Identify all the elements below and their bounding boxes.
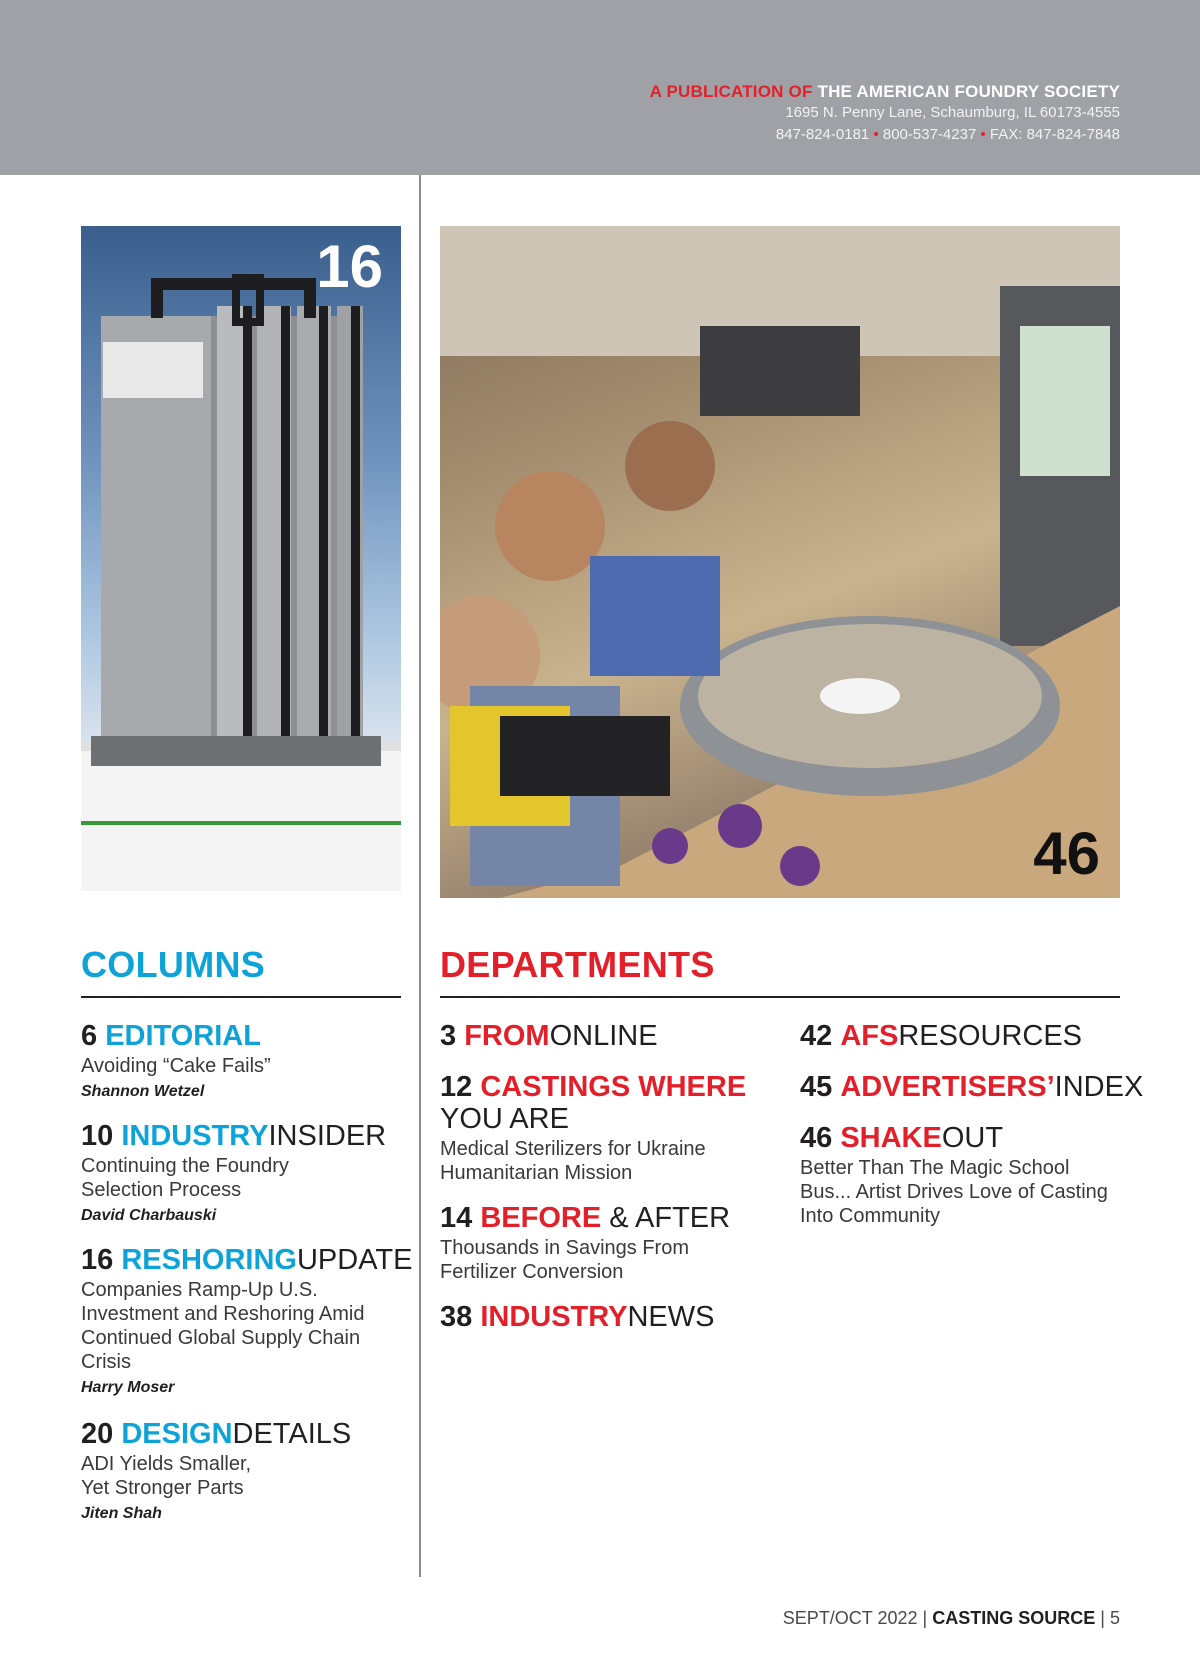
article-author: David Charbauski bbox=[81, 1207, 217, 1224]
section-suffix: ONLINE bbox=[549, 1020, 658, 1052]
fax-number: FAX: 847-824-7848 bbox=[989, 126, 1120, 143]
page-number-badge: 16 bbox=[316, 233, 383, 300]
column-divider bbox=[419, 175, 421, 1577]
page-number: 12 bbox=[440, 1071, 473, 1103]
toc-entry-title bbox=[81, 1120, 411, 1152]
article-title: Avoiding “Cake Fails” bbox=[81, 1055, 271, 1077]
section-suffix: INDEX bbox=[1054, 1071, 1144, 1103]
toc-entry-title bbox=[440, 1071, 760, 1103]
toc-entry-title bbox=[81, 1244, 411, 1276]
publisher-label bbox=[650, 82, 1120, 102]
article-author: Harry Moser bbox=[81, 1379, 175, 1396]
footer-separator: | bbox=[922, 1608, 928, 1628]
section-keyword: INDUSTRY bbox=[121, 1120, 269, 1152]
toc-entry[interactable] bbox=[800, 1020, 1120, 1052]
toc-entry[interactable] bbox=[800, 1071, 1144, 1103]
page-number: 14 bbox=[440, 1202, 473, 1234]
columns-rule bbox=[81, 996, 401, 998]
magazine-name: CASTING SOURCE bbox=[932, 1608, 1096, 1628]
section-keyword: DESIGN bbox=[121, 1418, 233, 1450]
page-footer bbox=[783, 1608, 1120, 1629]
page-number-badge: 46 bbox=[1033, 820, 1100, 887]
toc-entry-title bbox=[800, 1071, 1144, 1103]
section-keyword: AFS bbox=[840, 1020, 899, 1052]
article-title: Better Than The Magic School Bus... Artist Drives Love of Casting Into Community bbox=[800, 1157, 1108, 1227]
battery-module-illustration bbox=[81, 226, 401, 891]
article-title: Medical Sterilizers for Ukraine Humanitarian Mission bbox=[440, 1138, 706, 1184]
page-number: 3 bbox=[440, 1020, 457, 1052]
article-title: ADI Yields Smaller, Yet Stronger Parts bbox=[81, 1453, 252, 1499]
page-number: 10 bbox=[81, 1120, 114, 1152]
phone-tollfree: 800-537-4237 bbox=[882, 126, 977, 143]
bullet-separator: • bbox=[980, 126, 986, 143]
organization-name: THE AMERICAN FOUNDRY SOCIETY bbox=[817, 82, 1120, 101]
section-keyword: SHAKE bbox=[840, 1122, 942, 1154]
casting-bus-illustration bbox=[440, 226, 1120, 898]
section-suffix: UPDATE bbox=[296, 1244, 413, 1276]
section-keyword: CASTINGS WHERE bbox=[480, 1071, 747, 1103]
toc-entry[interactable] bbox=[440, 1071, 760, 1185]
toc-entry[interactable] bbox=[81, 1120, 411, 1227]
departments-rule bbox=[440, 996, 1120, 998]
toc-entry[interactable] bbox=[800, 1122, 1120, 1228]
toc-entry-title bbox=[440, 1020, 760, 1052]
toc-entry-title bbox=[800, 1122, 1120, 1154]
section-keyword: BEFORE bbox=[480, 1202, 602, 1234]
toc-entry[interactable] bbox=[440, 1301, 760, 1333]
section-keyword: EDITORIAL bbox=[105, 1020, 261, 1052]
toc-entry-title bbox=[81, 1418, 411, 1450]
page-number: 20 bbox=[81, 1418, 114, 1450]
section-keyword: INDUSTRY bbox=[480, 1301, 628, 1333]
section-suffix: YOU ARE bbox=[440, 1103, 569, 1135]
section-suffix: INSIDER bbox=[268, 1120, 387, 1152]
toc-entry-title bbox=[800, 1020, 1120, 1052]
toc-entry-title bbox=[81, 1020, 411, 1052]
publisher-header bbox=[0, 0, 1200, 175]
section-suffix: RESOURCES bbox=[898, 1020, 1083, 1052]
battery-module-photo bbox=[81, 226, 401, 891]
section-keyword: RESHORING bbox=[121, 1244, 297, 1276]
page-number: 45 bbox=[800, 1071, 833, 1103]
page-number: 16 bbox=[81, 1244, 114, 1276]
columns-heading: COLUMNS bbox=[81, 944, 266, 985]
section-suffix: NEWS bbox=[627, 1301, 715, 1333]
section-suffix: OUT bbox=[941, 1122, 1004, 1154]
section-keyword: ADVERTISERS’ bbox=[840, 1071, 1055, 1103]
toc-entry[interactable] bbox=[440, 1202, 760, 1284]
page-number: 46 bbox=[800, 1122, 833, 1154]
page-number: 6 bbox=[81, 1020, 98, 1052]
publisher-phones bbox=[650, 124, 1120, 146]
footer-separator: | bbox=[1100, 1608, 1105, 1628]
departments-heading: DEPARTMENTS bbox=[440, 944, 715, 985]
publisher-info bbox=[650, 82, 1120, 146]
publication-of-label: A PUBLICATION OF bbox=[649, 82, 813, 101]
article-author: Jiten Shah bbox=[81, 1505, 162, 1522]
toc-entry-title bbox=[440, 1202, 760, 1234]
toc-entry[interactable] bbox=[440, 1020, 760, 1052]
issue-date: SEPT/OCT 2022 bbox=[782, 1608, 918, 1628]
section-keyword: FROM bbox=[464, 1020, 550, 1052]
toc-entry[interactable] bbox=[81, 1020, 411, 1103]
article-title: Companies Ramp-Up U.S. Investment and Reshoring Amid Continued Global Supply Chain Crisis bbox=[81, 1279, 365, 1373]
page-number: 42 bbox=[800, 1020, 833, 1052]
publisher-address: 1695 N. Penny Lane, Schaumburg, IL 60173-4555 bbox=[785, 104, 1120, 121]
toc-entry[interactable] bbox=[81, 1244, 411, 1399]
section-suffix: DETAILS bbox=[232, 1418, 352, 1450]
article-title: Continuing the Foundry Selection Process bbox=[81, 1155, 289, 1201]
phone-main: 847-824-0181 bbox=[775, 126, 870, 143]
article-author: Shannon Wetzel bbox=[81, 1083, 205, 1100]
page-number: 38 bbox=[440, 1301, 473, 1333]
bullet-separator: • bbox=[873, 126, 879, 143]
page-number: 5 bbox=[1109, 1608, 1120, 1628]
toc-entry[interactable] bbox=[81, 1418, 411, 1525]
casting-bus-photo bbox=[440, 226, 1120, 898]
section-suffix: & AFTER bbox=[609, 1202, 731, 1234]
toc-entry-title bbox=[440, 1301, 760, 1333]
article-title: Thousands in Savings From Fertilizer Conversion bbox=[440, 1237, 690, 1283]
